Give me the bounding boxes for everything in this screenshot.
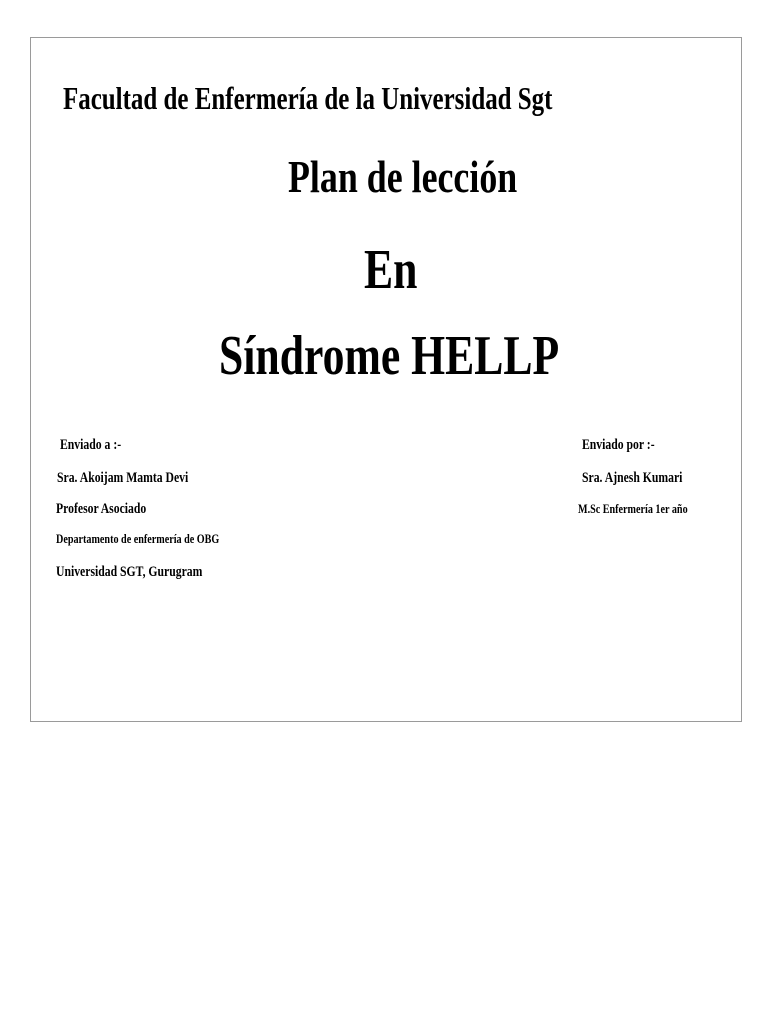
- topic-text: Síndrome HELLP: [219, 325, 560, 387]
- submitted-to-university: [56, 564, 244, 581]
- submitted-by-program: [578, 501, 719, 517]
- faculty-title: [63, 80, 691, 117]
- submitted-to-department: [56, 531, 265, 547]
- submitted-to-department-text: Departamento de enfermería de OBG: [56, 531, 220, 546]
- submitted-by-heading: [582, 437, 675, 454]
- connector-heading: [364, 238, 433, 302]
- lesson-plan-heading: [288, 150, 582, 203]
- submitted-by-heading-text: Enviado por :-: [582, 437, 655, 453]
- submitted-to-university-text: Universidad SGT, Gurugram: [56, 564, 203, 580]
- submitted-by-name-text: Sra. Ajnesh Kumari: [582, 470, 683, 486]
- topic-heading: [219, 324, 655, 388]
- submitted-to-role: [56, 501, 172, 518]
- submitted-to-name: [57, 470, 225, 487]
- submitted-to-heading: [60, 437, 138, 454]
- submitted-to-name-text: Sra. Akoijam Mamta Devi: [57, 470, 189, 486]
- connector-text: En: [364, 239, 418, 301]
- submitted-to-heading-text: Enviado a :-: [60, 437, 122, 453]
- submitted-by-name: [582, 470, 711, 487]
- lesson-plan-text: Plan de lección: [288, 151, 518, 202]
- submitted-by-program-text: M.Sc Enfermería 1er año: [578, 501, 688, 516]
- faculty-title-text: Facultad de Enfermería de la Universidad Sgt: [63, 80, 553, 116]
- submitted-to-role-text: Profesor Asociado: [56, 501, 147, 517]
